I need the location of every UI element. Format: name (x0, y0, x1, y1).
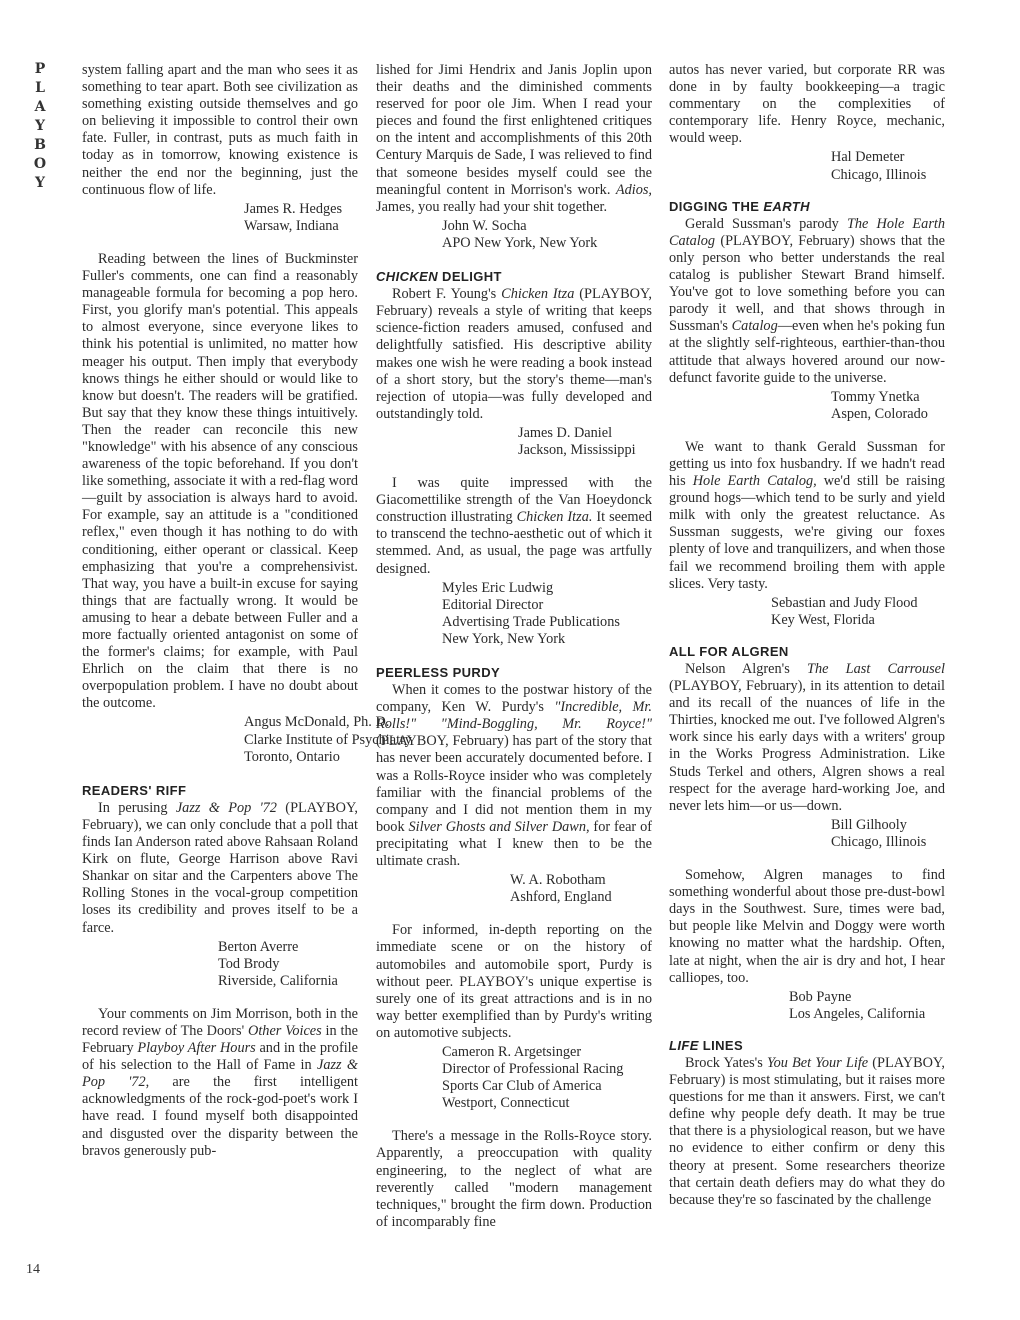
letter-body: Your comments on Jim Morrison, both in the record review of The Doors' Other Voices in the February Playboy After Hours and in the profile of his selection to the Hall of Fame in Jazz & Pop '72, are the first intelligent acknowledgments of the rock-god-poet's work I have read. I found myself both disappointed and disgusted over the disparity between the bravos generously pub- (82, 1005, 358, 1159)
letter-signature (669, 817, 945, 851)
letter-signature (82, 201, 358, 235)
letter-body: When it comes to the postwar history of the company, Ken W. Purdy's "Incredible, Mr. Rolls!" "Mind-Boggling, Mr. Royce!" (PLAYBOY, February) has part of the story that has never been accurately documented before. I was a Rolls-Royce insider who was completely familiar with the financial problems of the company and I did not mention them in my book Silver Ghosts and Silver Dawn, for fear of precipitating what I knew then to be the ultimate crash. (376, 682, 652, 870)
letter-body: There's a message in the Rolls-Royce story. Apparently, a preoccupation with quality engineering, to the neglect of what are reverently called "modern management techniques," brought the firm down. Production of incomparably fine (376, 1128, 652, 1230)
signature-line: John W. Socha (442, 217, 527, 234)
signature-line: Key West, Florida (771, 611, 875, 628)
signature-line: Director of Professional Racing (442, 1061, 624, 1078)
letter-signature (376, 425, 652, 459)
page-number: 14 (26, 1262, 40, 1277)
letter-signature (376, 218, 652, 252)
masthead-letter: Y (35, 118, 45, 134)
signature-line: New York, New York (442, 630, 566, 647)
signature-line: Riverside, California (218, 972, 338, 989)
signature-line: Ashford, England (510, 889, 612, 906)
letter-body: Nelson Algren's The Last Carrousel (PLAYBOY, February), in its attention to detail and its recall of the nuances of life in the Thirties, knocked me out. I've followed Algren's work since his early days with a writers' group in the Works Progress Administration. Like Studs Terkel and others, Algren shows a real respect for the average hard-working Joe, and never lets him—or us—down. (669, 661, 945, 814)
signature-line: Bill Gilhooly (831, 816, 907, 833)
section-heading: PEERLESS PURDY (376, 665, 501, 680)
signature-line: Bob Payne (789, 988, 852, 1005)
signature-line: Chicago, Illinois (831, 166, 927, 183)
signature-line: Aspen, Colorado (831, 405, 928, 422)
masthead-letter: O (33, 156, 47, 172)
section-heading: LIFE LINES (669, 1037, 744, 1053)
signature-line: Toronto, Ontario (244, 748, 340, 765)
section-heading: DIGGING THE EARTH (669, 198, 810, 214)
signature-line: APO New York, New York (442, 234, 598, 251)
letter-body: In perusing Jazz & Pop '72 (PLAYBOY, February), we can only conclude that a poll that finds Ian Anderson rated above Rahsaan Roland Kirk on flute, George Harrison above Ravi Shankar on sitar and the Carpenters above The Rolling Stones in the vocal-group competition loses its credibility and proves itself to be a farce. (82, 799, 359, 936)
signature-line: Advertising Trade Publications (442, 613, 620, 630)
signature-line: Tod Brody (218, 955, 280, 972)
letter-signature (82, 714, 412, 765)
column-1 (82, 62, 412, 1302)
signature-line: Sports Car Club of America (442, 1078, 602, 1095)
letter-body: system falling apart and the man who sees it as something to tear apart. Both see civilization as something existing outside themselves and go on believing it impossible to control their own fate. Fuller, in contrast, puts as much faith in today as in tomorrow, knowing existence is neither the end nor the beginning, just the continuous flow of life. (82, 62, 358, 198)
letter-body: Reading between the lines of Buckminster Fuller's comments, one can find a reasonably manageable formula for becoming a pop hero. First, you glorify man's potential. This appeals to almost everyone, since everyone likes to think his potential is unlimited, no matter how meager his output. Then imply that everybody knows things he either should or would like to know but doesn't. The readers will be gratified. But say that they know these things intuitively. Then the reader can reconcile this new "knowledge" with his absence of any conscious awareness of the topic beforehand. If you don't like something, associate it with a red-flag word—guilt by association is always hard to avoid. For example, say an attitude is a "conditioned reflex," even though it has nothing to do with conditioning, either operant or classical. Keep emphasizing that you're a comprehensivist. That way, you have a built-in excuse for saying things that are factually wrong. It would be amusing to hear a debate between Fuller and a more factually oriented antagonist on some of the former's claims; for example, with Paul Ehrlich on the claim that there is no overpopulation problem. I have no doubt about the outcome. (82, 250, 358, 712)
signature-line: Clarke Institute of Psychiatry (244, 731, 412, 748)
masthead-letter: Y (35, 175, 45, 191)
signature-line: James R. Hedges (244, 200, 343, 217)
signature-line: Westport, Connecticut (442, 1095, 570, 1112)
section-heading: CHICKEN DELIGHT (376, 269, 502, 285)
playboy-masthead-vertical (28, 60, 52, 193)
letter-body: I was quite impressed with the Giacomettilike strength of the Van Hoeydonck construction illustrating Chicken Itza. It seemed to transcend the techno-aesthetic out of which it stemmed. And, as usual, the page was artfully designed. (376, 475, 652, 577)
signature-line: Cameron R. Argetsinger (442, 1043, 582, 1060)
letter-body: lished for Jimi Hendrix and Janis Joplin upon their deaths and the diminished comments reserved for poor ole Jim. When I read your pieces and found the first enlightened critiques on the intent and accomplishments of this 20th Century Marquis de Sade, I was relieved to find that someone besides myself could see the meaningful content in Morrison's work. Adios, James, you really had your shit together. (376, 62, 652, 215)
signature-line: Warsaw, Indiana (244, 217, 339, 234)
signature-line: Berton Averre (218, 938, 299, 955)
masthead-letter: L (35, 80, 45, 96)
letter-body: We want to thank Gerald Sussman for getting us into fox husbandry. If we hadn't read his Hole Earth Catalog, we'd still be raising ground hogs—which tend to be surly and yield milk with only the greatest reluctance. As Sussman suggests, we're giving our foxes plenty of love and tranquilizers, and when those fail we recommend broiling them with apple slices. Very tasty. (669, 438, 945, 592)
letter-signature (376, 1044, 652, 1112)
letter-signature (669, 595, 945, 629)
signature-line: Los Angeles, California (789, 1005, 926, 1022)
signature-line: W. A. Robotham (510, 872, 606, 889)
signature-line: Angus McDonald, Ph. D. (244, 714, 390, 731)
letter-body: Robert F. Young's Chicken Itza (PLAYBOY, February) reveals a style of writing that keeps science-fiction readers amused, confused and delightfully satisfied. His descriptive ability makes one wish he were reading a book instead of a short story, but the story's theme—man's rejection of utopia—was fully developed and outstandingly told. (376, 286, 652, 422)
signature-line: Myles Eric Ludwig (442, 579, 554, 596)
letter-signature (669, 149, 945, 183)
column-2 (376, 62, 652, 1302)
letter-body: For informed, in-depth reporting on the immediate scene or on the history of automobiles and automobile sport, Purdy is without peer. PLAYBOY's unique expertise is surely one of its great attractions and is in no way better exemplified than by Purdy's writing on automotive subjects. (376, 922, 652, 1041)
signature-line: Jackson, Mississippi (518, 441, 636, 458)
letter-signature (82, 939, 358, 990)
column-3 (669, 62, 945, 1302)
signature-line: Tommy Ynetka (831, 388, 920, 405)
signature-line: Chicago, Illinois (831, 833, 927, 850)
letter-signature (376, 580, 652, 648)
letter-body: Somehow, Algren manages to find something wonderful about those pre-dust-bowl days in the Southwest. Sure, times were bad, but people like Melvin and Doggy were worth knowing no matter what the hardship. Often, late at night, when the air is dry and hot, I hear calliopes, too. (669, 867, 945, 986)
letter-body: Brock Yates's You Bet Your Life (PLAYBOY, February) is most stimulating, but it raises more questions for me than it answers. First, we can't define why people defy death. It may be true that there is a physiological reason, but we have no evidence to either confirm or deny this theory at present. Some researchers theorize that certain death defiers may do what they do because they're so fascinated by the challenge (669, 1054, 945, 1208)
masthead-letter: P (34, 61, 46, 77)
letter-signature (376, 872, 652, 906)
signature-line: Sebastian and Judy Flood (771, 594, 918, 611)
masthead-letter: B (34, 137, 46, 153)
section-heading: ALL FOR ALGREN (669, 643, 789, 659)
signature-line: Hal Demeter (831, 149, 905, 166)
masthead-letter: A (34, 99, 46, 115)
signature-line: James D. Daniel (518, 424, 613, 441)
letter-signature (669, 989, 945, 1023)
letter-body: autos has never varied, but corporate RR was done in by faulty bookkeeping—a tragic commentary on the complexities of contemporary life. Henry Royce, mechanic, would weep. (669, 62, 945, 147)
letter-signature (669, 389, 945, 423)
letter-body: Gerald Sussman's parody The Hole Earth Catalog (PLAYBOY, February) shows that the only person who better understands the real catalog is publisher Stewart Brand himself. You've got to love something before you can parody it well, and that shows through in Sussman's Catalog—even when he's poking fun at the slightly self-righteous, earthier-than-thou attitude that always hovered around our now-defunct favorite guide to the universe. (669, 215, 945, 386)
section-heading: READERS' RIFF (82, 782, 187, 798)
signature-line: Editorial Director (442, 596, 544, 613)
